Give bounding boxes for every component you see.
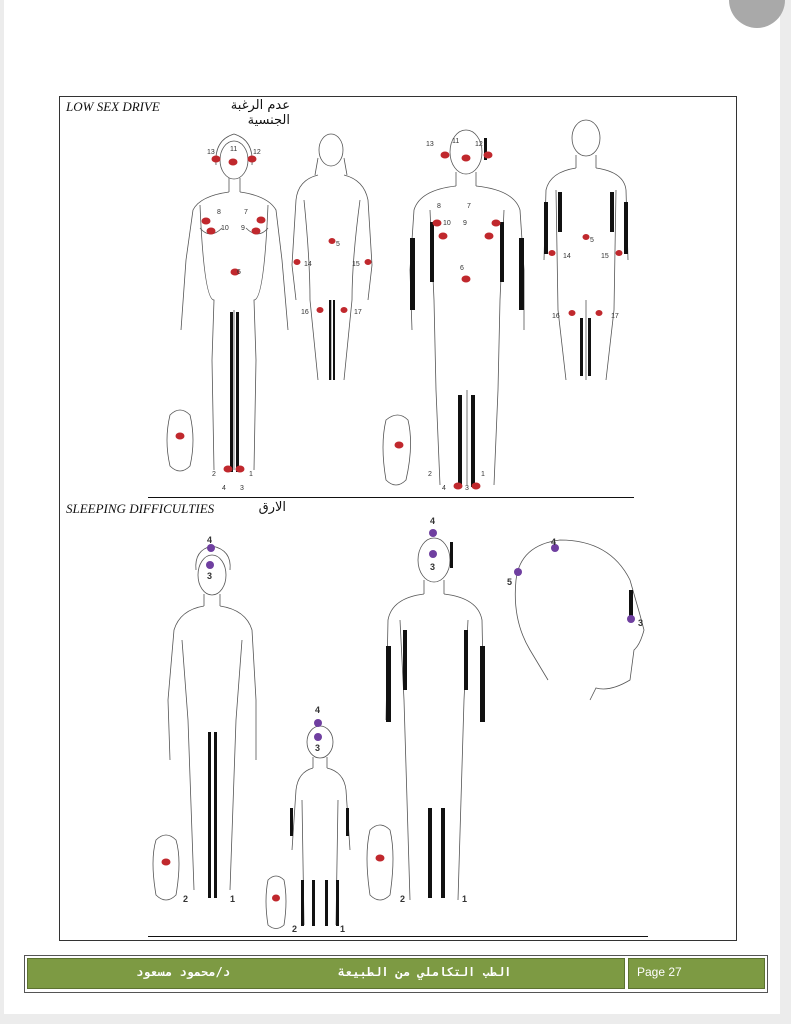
acupoint — [569, 310, 576, 316]
point-number: 1 — [230, 894, 236, 904]
point-number: 2 — [183, 894, 189, 904]
meridian-line — [301, 880, 304, 926]
acupoint — [514, 568, 522, 576]
male-front-figure — [410, 130, 524, 485]
meridian-line — [500, 222, 504, 282]
meridian-line — [450, 542, 453, 568]
point-number: 14 — [563, 253, 571, 260]
meridian-line — [428, 808, 432, 898]
acupoint — [365, 259, 372, 265]
point-number: 4 — [430, 516, 436, 526]
acupoint — [472, 483, 481, 490]
foot-sole-female-sleep — [153, 835, 179, 900]
meridian-line — [544, 202, 548, 254]
acupoint — [224, 466, 233, 473]
meridian-line — [214, 732, 217, 898]
acupoint — [236, 466, 245, 473]
acupoint — [439, 233, 448, 240]
meridian-line — [329, 300, 331, 380]
male-back-figure — [544, 120, 628, 380]
male-head-profile — [515, 540, 644, 700]
meridian-line — [410, 238, 415, 310]
point-number: 3 — [465, 485, 469, 492]
female-front-figure — [181, 134, 288, 470]
point-number: 2 — [292, 924, 298, 934]
point-number: 3 — [207, 571, 213, 581]
meridian-line — [236, 312, 239, 472]
point-number: 13 — [207, 149, 215, 156]
point-number: 11 — [452, 138, 460, 145]
foot-sole-female — [167, 410, 193, 471]
point-number: 4 — [315, 705, 321, 715]
acupoint — [162, 859, 171, 866]
point-number: 7 — [467, 203, 471, 210]
acupoint — [257, 217, 266, 224]
point-number: 17 — [611, 313, 619, 320]
point-number: 1 — [481, 471, 485, 478]
section-title-sleeping-difficulties-arabic: الارق — [258, 500, 286, 515]
acupoint — [616, 250, 623, 256]
acupoint — [294, 259, 301, 265]
meridian-line — [558, 192, 562, 232]
point-number: 2 — [400, 894, 406, 904]
acupoint — [206, 561, 214, 569]
point-number: 3 — [430, 562, 436, 572]
acupoint — [596, 310, 603, 316]
point-number: 4 — [551, 537, 557, 547]
meridian-line — [588, 318, 591, 376]
acupoint — [207, 228, 216, 235]
point-number: 11 — [230, 146, 238, 153]
acupoint — [229, 159, 238, 166]
acupoint — [329, 238, 336, 244]
point-number: 5 — [507, 577, 513, 587]
meridian-line — [458, 395, 462, 487]
footer-title-bar — [27, 958, 625, 989]
point-number: 7 — [244, 209, 248, 216]
point-number: 3 — [638, 618, 644, 628]
point-number: 5 — [336, 241, 340, 248]
acupoint — [395, 442, 404, 449]
section-title-low-sex-drive: LOW SEX DRIVE — [66, 99, 160, 114]
acupoint — [248, 156, 257, 163]
acupoint — [454, 483, 463, 490]
meridian-line — [325, 880, 328, 926]
meridian-line — [430, 222, 434, 282]
child-front-figure — [292, 726, 350, 925]
point-number: 2 — [212, 471, 216, 478]
point-number: 1 — [462, 894, 468, 904]
acupoint — [429, 529, 437, 537]
meridian-line — [441, 808, 445, 898]
page-number: Page 27 — [637, 965, 682, 979]
point-number: 15 — [352, 261, 360, 268]
point-number: 16 — [301, 309, 309, 316]
acupoint — [492, 220, 501, 227]
acupoint — [252, 228, 261, 235]
acupoint — [212, 156, 221, 163]
acupoint — [627, 615, 635, 623]
point-number: 6 — [460, 265, 464, 272]
point-number: 8 — [217, 209, 221, 216]
point-number: 9 — [241, 225, 245, 232]
meridian-line — [333, 300, 335, 380]
acupoint — [207, 544, 215, 552]
point-number: 12 — [475, 141, 483, 148]
foot-sole-child — [266, 876, 286, 929]
acupoint — [462, 155, 471, 162]
point-number: 16 — [552, 313, 560, 320]
meridian-line — [480, 646, 485, 722]
point-number: 14 — [304, 261, 312, 268]
meridian-line — [386, 646, 391, 722]
point-number: 6 — [237, 269, 241, 276]
acupoint — [485, 233, 494, 240]
point-number: 1 — [249, 471, 253, 478]
acupoint — [441, 152, 450, 159]
acupoint — [272, 895, 280, 902]
acupoint — [484, 152, 493, 159]
acupoint — [462, 276, 471, 283]
acupoint — [176, 433, 185, 440]
acupoint — [314, 719, 322, 727]
meridian-line — [471, 395, 475, 487]
point-number: 4 — [207, 535, 213, 545]
meridian-line — [610, 192, 614, 232]
point-number: 1 — [340, 924, 346, 934]
point-number: 2 — [428, 471, 432, 478]
male-front-figure-sleep — [386, 538, 484, 900]
acupoint — [314, 733, 322, 741]
acupoint — [583, 234, 590, 240]
meridian-line — [464, 630, 468, 690]
point-number: 9 — [463, 220, 467, 227]
meridian-line — [346, 808, 349, 836]
acupoint — [549, 250, 556, 256]
meridian-line — [519, 238, 524, 310]
meridian-line — [312, 880, 315, 926]
point-number: 17 — [354, 309, 362, 316]
section-title-low-sex-drive-arabic: عدم الرغبة الجنسية — [230, 98, 290, 128]
meridian-line — [208, 732, 211, 898]
female-front-figure-sleep — [168, 546, 256, 890]
foot-sole-male — [383, 415, 411, 485]
point-number: 4 — [222, 485, 226, 492]
acupoint — [376, 855, 385, 862]
point-number: 10 — [221, 225, 229, 232]
meridian-line — [580, 318, 583, 376]
point-number: 8 — [437, 203, 441, 210]
point-number: 4 — [442, 485, 446, 492]
meridian-line — [336, 880, 339, 926]
footer-book-title: الطب التكاملي من الطبيعة — [338, 965, 512, 979]
point-number: 12 — [253, 149, 261, 156]
meridian-line — [230, 312, 233, 472]
meridian-line — [624, 202, 628, 254]
foot-sole-male-sleep — [367, 825, 393, 900]
acupoint — [433, 220, 442, 227]
acupoint — [429, 550, 437, 558]
female-back-figure — [292, 134, 372, 380]
acupoint — [202, 218, 211, 225]
point-number: 3 — [240, 485, 244, 492]
point-number: 13 — [426, 141, 434, 148]
point-number: 10 — [443, 220, 451, 227]
meridian-line — [290, 808, 293, 836]
meridian-line — [403, 630, 407, 690]
point-number: 5 — [590, 237, 594, 244]
section-title-sleeping-difficulties: SLEEPING DIFFICULTIES — [66, 501, 215, 516]
point-number: 3 — [315, 743, 321, 753]
acupoint — [341, 307, 348, 313]
footer-author: د/محمود مسعود — [136, 965, 230, 979]
point-number: 15 — [601, 253, 609, 260]
acupoint — [317, 307, 324, 313]
